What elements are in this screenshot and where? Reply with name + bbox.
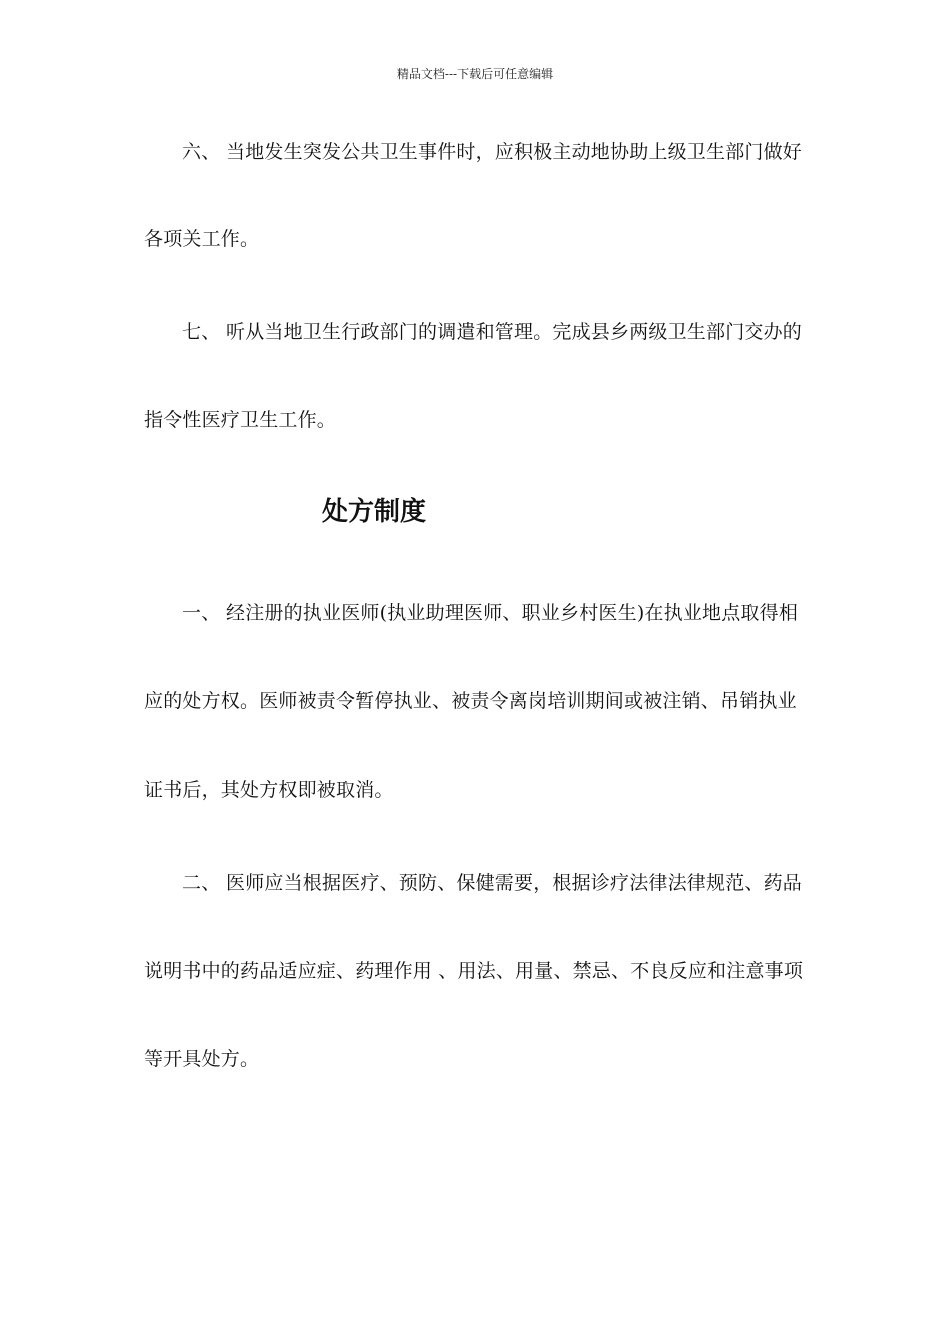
paragraph-7-line-2: 指令性医疗卫生工作。	[144, 409, 337, 431]
item-number: 七、	[182, 321, 221, 343]
paragraph-1-line-2: 应的处方权。医师被责令暂停执业、被责令离岗培训期间或被注销、吊销执业	[144, 690, 797, 712]
paragraph-text: 经注册的执业医师(执业助理医师、职业乡村医生)在执业地点取得相	[226, 602, 799, 624]
paragraph-text: 医师应当根据医疗、预防、保健需要，根据诊疗法律法律规范、药品	[226, 872, 803, 894]
paragraph-text: 听从当地卫生行政部门的调遣和管理。完成县乡两级卫生部门交办的	[226, 321, 803, 343]
item-number: 二、	[182, 872, 221, 894]
paragraph-text: 当地发生突发公共卫生事件时，应积极主动地协助上级卫生部门做好	[226, 141, 803, 163]
paragraph-7-line-1	[182, 318, 804, 346]
section-title: 处方制度	[322, 497, 427, 527]
item-number: 一、	[182, 602, 221, 624]
paragraph-1-line-1	[182, 599, 804, 627]
paragraph-2-line-2: 说明书中的药品适应症、药理作用 、用法、用量、禁忌、不良反应和注意事项	[144, 960, 804, 982]
paragraph-2-line-1	[182, 869, 804, 897]
paragraph-1-line-3: 证书后，其处方权即被取消。	[144, 779, 394, 801]
item-number: 六、	[182, 141, 221, 163]
paragraph-2-line-3: 等开具处方。	[144, 1048, 260, 1070]
page-header: 精品文档---下载后可任意编辑	[396, 67, 554, 81]
paragraph-6-line-2: 各项关工作。	[144, 228, 260, 250]
paragraph-6-line-1	[182, 138, 804, 166]
